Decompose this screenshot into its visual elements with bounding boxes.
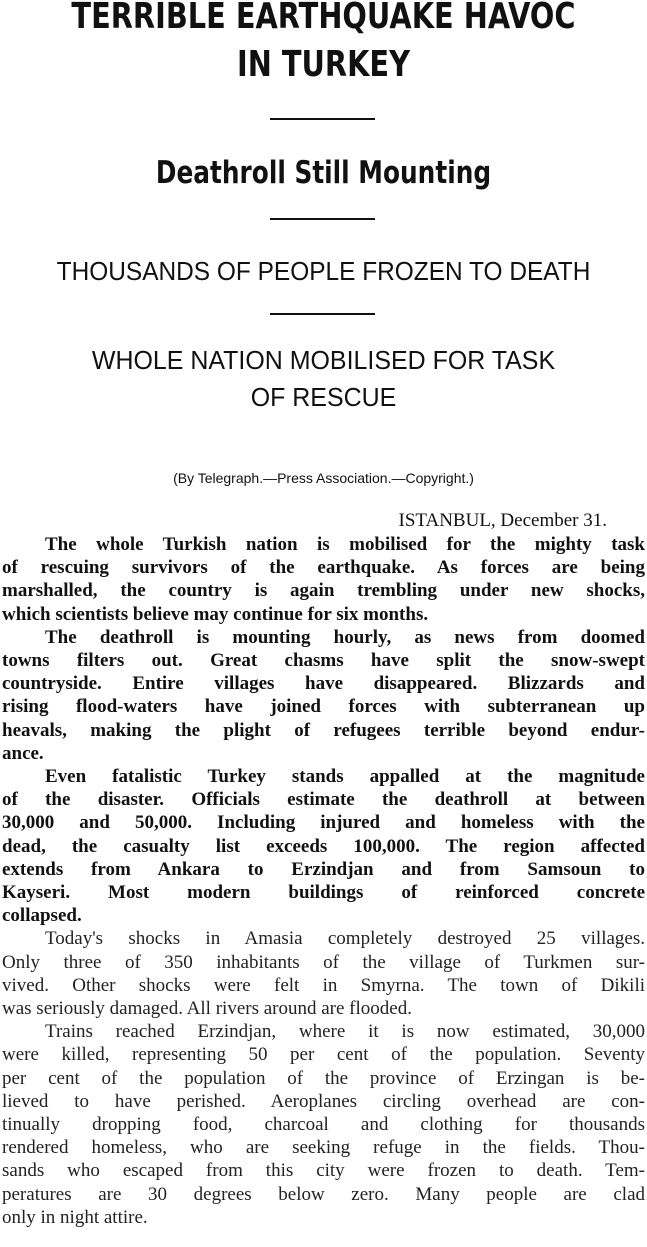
article-line: collapsed.: [2, 905, 82, 927]
article-line: were killed, representing 50 per cent of the population. Seventy: [2, 1044, 645, 1066]
article-line: which scientists believe may continue for six months.: [2, 603, 429, 625]
article-line: was seriously damaged. All rivers around are flooded.: [2, 998, 412, 1019]
article-line: Kayseri. Most modern buildings of reinforced concrete: [2, 882, 645, 903]
subhead-mobilised-line-1: WHOLE NATION MOBILISED FOR TASK: [91, 345, 556, 375]
article-line: vived. Other shocks were felt in Smyrna. The town of Dikili: [2, 974, 645, 996]
article-line: ance.: [2, 742, 44, 764]
byline: (By Telegraph.—Press Association.—Copyright.): [173, 470, 474, 486]
headline-line-2: IN TURKEY: [237, 44, 410, 85]
article-line: per cent of the population of the province of Erzingan is be-: [2, 1067, 645, 1089]
article-line: Only three of 350 inhabitants of the village of Turkmen sur-: [2, 951, 645, 973]
article-line: sands who escaped from this city were frozen to death. Tem-: [2, 1160, 645, 1182]
article-line: marshalled, the country is again trembling under new shocks,: [2, 580, 645, 602]
headline-line-1: TERRIBLE EARTHQUAKE HAVOC: [71, 0, 576, 37]
subhead-frozen: THOUSANDS OF PEOPLE FROZEN TO DEATH: [56, 256, 591, 286]
article-line: dead, the casualty list exceeds 100,000. The region affected: [2, 835, 645, 857]
article-line: 30,000 and 50,000. Including injured and homeless with the: [2, 812, 645, 834]
subhead-deathroll: Deathroll Still Mounting: [155, 155, 492, 191]
article-line: The deathroll is mounting hourly, as news from doomed: [45, 626, 645, 648]
article-line: lieved to have perished. Aeroplanes circling overhead are con-: [2, 1090, 645, 1112]
article-line: peratures are 30 degrees below zero. Many people are clad: [2, 1183, 645, 1205]
article-line: heavals, making the plight of refugees terrible beyond endur-: [2, 719, 645, 741]
dateline: ISTANBUL, December 31.: [398, 510, 607, 531]
article-line: countryside. Entire villages have disappeared. Blizzards and: [2, 673, 645, 695]
article-line: tinually dropping food, charcoal and clothing for thousands: [2, 1114, 645, 1135]
article-line: Even fatalistic Turkey stands appalled at the magnitude: [45, 766, 645, 787]
subhead-mobilised-line-2: OF RESCUE: [250, 382, 397, 412]
divider-rule: [270, 313, 375, 315]
article-line: rising flood-waters have joined forces with subterranean up: [2, 696, 645, 718]
divider-rule: [270, 118, 375, 120]
article-line: of rescuing survivors of the earthquake. As forces are being: [2, 557, 645, 579]
article-line: of the disaster. Officials estimate the deathroll at between: [2, 789, 645, 811]
article-line: rendered homeless, who are seeking refuge in the fields. Thou-: [2, 1137, 645, 1159]
article-line: The whole Turkish nation is mobilised for the mighty task: [45, 534, 645, 555]
article-line: only in night attire.: [2, 1206, 148, 1228]
article-line: towns filters out. Great chasms have split the snow-swept: [2, 650, 645, 671]
article-line: extends from Ankara to Erzindjan and from Samsoun to: [2, 858, 645, 880]
article-line: Trains reached Erzindjan, where it is now estimated, 30,000: [45, 1021, 645, 1043]
article-line: Today's shocks in Amasia completely destroyed 25 villages.: [45, 928, 645, 950]
divider-rule: [270, 218, 375, 220]
